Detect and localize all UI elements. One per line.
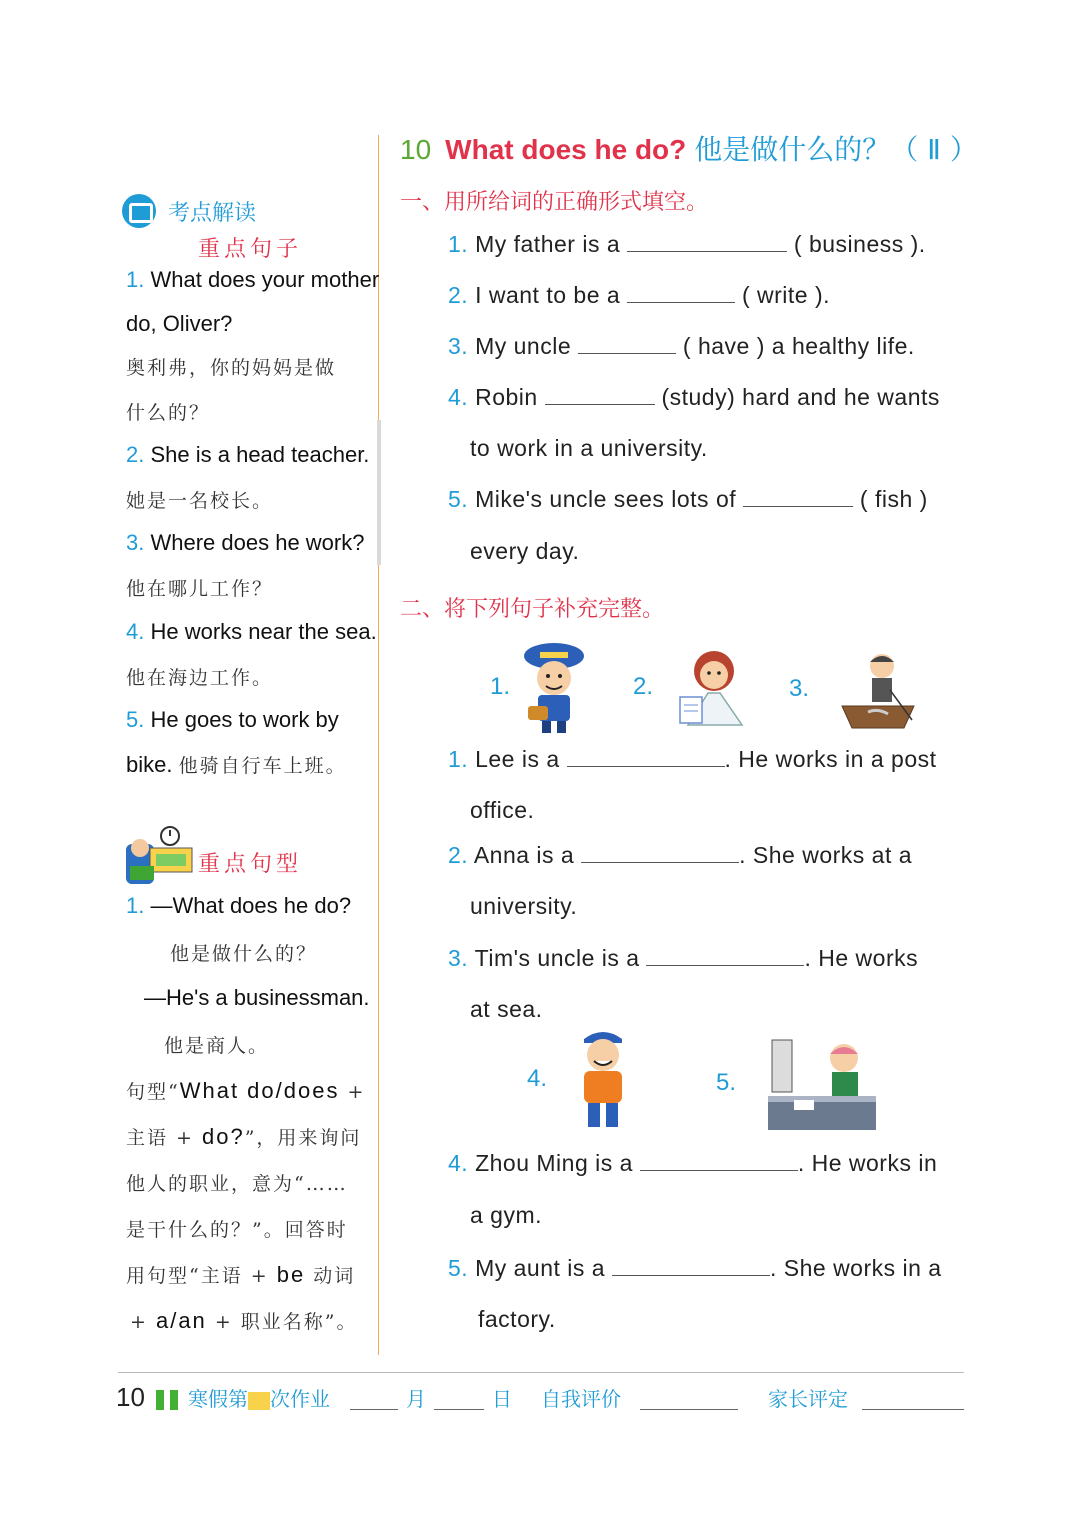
answer-blank[interactable] xyxy=(627,284,735,303)
answer-blank[interactable] xyxy=(567,748,725,767)
column-divider xyxy=(378,135,379,1355)
footer-divider xyxy=(118,1372,964,1373)
sentence-1-cn: 奥利弗，你的妈妈是做 xyxy=(126,357,337,379)
s1-item-3: 3. My uncle ( have ) a healthy life. xyxy=(448,333,915,359)
page-title xyxy=(400,128,978,168)
s1-item-1: 1. My father is a ( business ). xyxy=(448,231,926,257)
postman-illustration xyxy=(518,640,590,735)
key-sentences-heading: 重点句子 xyxy=(198,237,303,262)
pattern-explanation-4: 是干什么的？”。回答时 xyxy=(126,1219,348,1241)
s2-item-5-cont: factory. xyxy=(478,1306,556,1332)
study-illustration xyxy=(124,826,194,888)
s2-item-2-cont: university. xyxy=(470,893,578,919)
teacher-illustration xyxy=(676,645,750,730)
answer-blank[interactable] xyxy=(578,335,676,354)
pic-label-3: 3. xyxy=(789,675,810,702)
s2-item-1: 1. Lee is a . He works in a post xyxy=(448,746,937,772)
sidebar-title: 考点解读 xyxy=(168,200,257,226)
s1-item-5: 5. Mike's uncle sees lots of ( fish ) xyxy=(448,486,928,512)
month-blank[interactable] xyxy=(350,1408,398,1410)
factory-worker-illustration xyxy=(766,1038,878,1133)
s1-item-2: 2. I want to be a ( write ). xyxy=(448,282,831,308)
sentence-3-en: 3. Where does he work? xyxy=(126,530,365,555)
green-bar-icon xyxy=(170,1390,178,1410)
s2-item-5: 5. My aunt is a . She works in a xyxy=(448,1255,942,1281)
pattern-question-en: 1. —What does he do? xyxy=(126,893,352,918)
s2-item-4: 4. Zhou Ming is a . He works in xyxy=(448,1150,938,1176)
scroll-indicator xyxy=(377,420,381,565)
sentence-1-en: 1. What does your mother xyxy=(126,267,380,292)
book-icon xyxy=(122,194,156,228)
answer-blank[interactable] xyxy=(612,1257,770,1276)
parent-eval-blank[interactable] xyxy=(862,1408,964,1410)
unit-number: 10 xyxy=(400,134,432,165)
pic-label-4: 4. xyxy=(527,1065,548,1092)
self-eval-blank[interactable] xyxy=(640,1408,738,1410)
pattern-explanation-1: 句型“What do/does + xyxy=(126,1078,366,1103)
sentence-1-en-cont: do, Oliver? xyxy=(126,311,233,336)
s1-item-4: 4. Robin (study) hard and he wants xyxy=(448,384,940,410)
page-number: 10 xyxy=(116,1382,145,1412)
sidebar-header xyxy=(122,194,256,228)
s2-item-3-cont: at sea. xyxy=(470,996,543,1022)
parent-eval-label: 家长评定 xyxy=(768,1387,848,1411)
s2-item-1-cont: office. xyxy=(470,797,535,823)
pic-label-2: 2. xyxy=(633,673,654,700)
green-bar-icon xyxy=(156,1390,164,1410)
title-cn: 他是做什么的？（ Ⅱ ） xyxy=(694,133,978,166)
pic-label-1: 1. xyxy=(490,673,511,700)
pattern-explanation-6: + a/an + 职业名称”。 xyxy=(130,1308,358,1333)
pattern-explanation-5: 用句型“主语 + be 动词 xyxy=(126,1262,356,1287)
key-patterns-heading: 重点句型 xyxy=(198,852,303,877)
s1-item-4-cont: to work in a university. xyxy=(470,435,708,461)
answer-blank[interactable] xyxy=(627,233,787,252)
pattern-question-cn: 他是做什么的？ xyxy=(170,943,318,965)
answer-blank[interactable] xyxy=(640,1152,798,1171)
title-en: What does he do? xyxy=(445,134,687,165)
day-label: 日 xyxy=(492,1387,512,1411)
s2-item-2: 2. Anna is a . She works at a xyxy=(448,842,913,868)
pic-label-5: 5. xyxy=(716,1069,737,1096)
fisherman-illustration xyxy=(838,650,918,734)
pattern-explanation-3: 他人的职业，意为“…… xyxy=(126,1173,348,1195)
sentence-4-cn: 他在海边工作。 xyxy=(126,667,274,689)
coach-illustration xyxy=(570,1025,636,1133)
day-blank[interactable] xyxy=(434,1408,484,1410)
sentence-2-en: 2. She is a head teacher. xyxy=(126,442,370,467)
self-eval-label: 自我评价 xyxy=(541,1387,621,1411)
yellow-square-icon xyxy=(248,1392,270,1410)
sentence-2-cn: 她是一名校长。 xyxy=(126,490,274,512)
sentence-5-en-cont: bike. 他骑自行车上班。 xyxy=(126,752,347,777)
answer-blank[interactable] xyxy=(743,488,853,507)
section2-heading: 二、将下列句子补充完整。 xyxy=(400,597,665,622)
answer-blank[interactable] xyxy=(581,844,739,863)
s2-item-4-cont: a gym. xyxy=(470,1202,543,1228)
month-label: 月 xyxy=(406,1387,426,1411)
sentence-5-en: 5. He goes to work by xyxy=(126,707,339,732)
sentence-4-en: 4. He works near the sea. xyxy=(126,619,377,644)
sentence-1-cn-cont: 什么的？ xyxy=(126,402,211,424)
section1-heading: 一、用所给词的正确形式填空。 xyxy=(400,190,709,215)
answer-blank[interactable] xyxy=(646,947,804,966)
pattern-answer-en: —He's a businessman. xyxy=(144,985,370,1010)
sentence-3-cn: 他在哪儿工作？ xyxy=(126,578,274,600)
s2-item-3: 3. Tim's uncle is a . He works xyxy=(448,945,919,971)
pattern-explanation-2: 主语 + do?”，用来询问 xyxy=(126,1124,362,1149)
pattern-answer-cn: 他是商人。 xyxy=(164,1035,270,1057)
homework-label: 寒假第 次作业 xyxy=(188,1387,330,1411)
s1-item-5-cont: every day. xyxy=(470,538,580,564)
answer-blank[interactable] xyxy=(545,386,655,405)
